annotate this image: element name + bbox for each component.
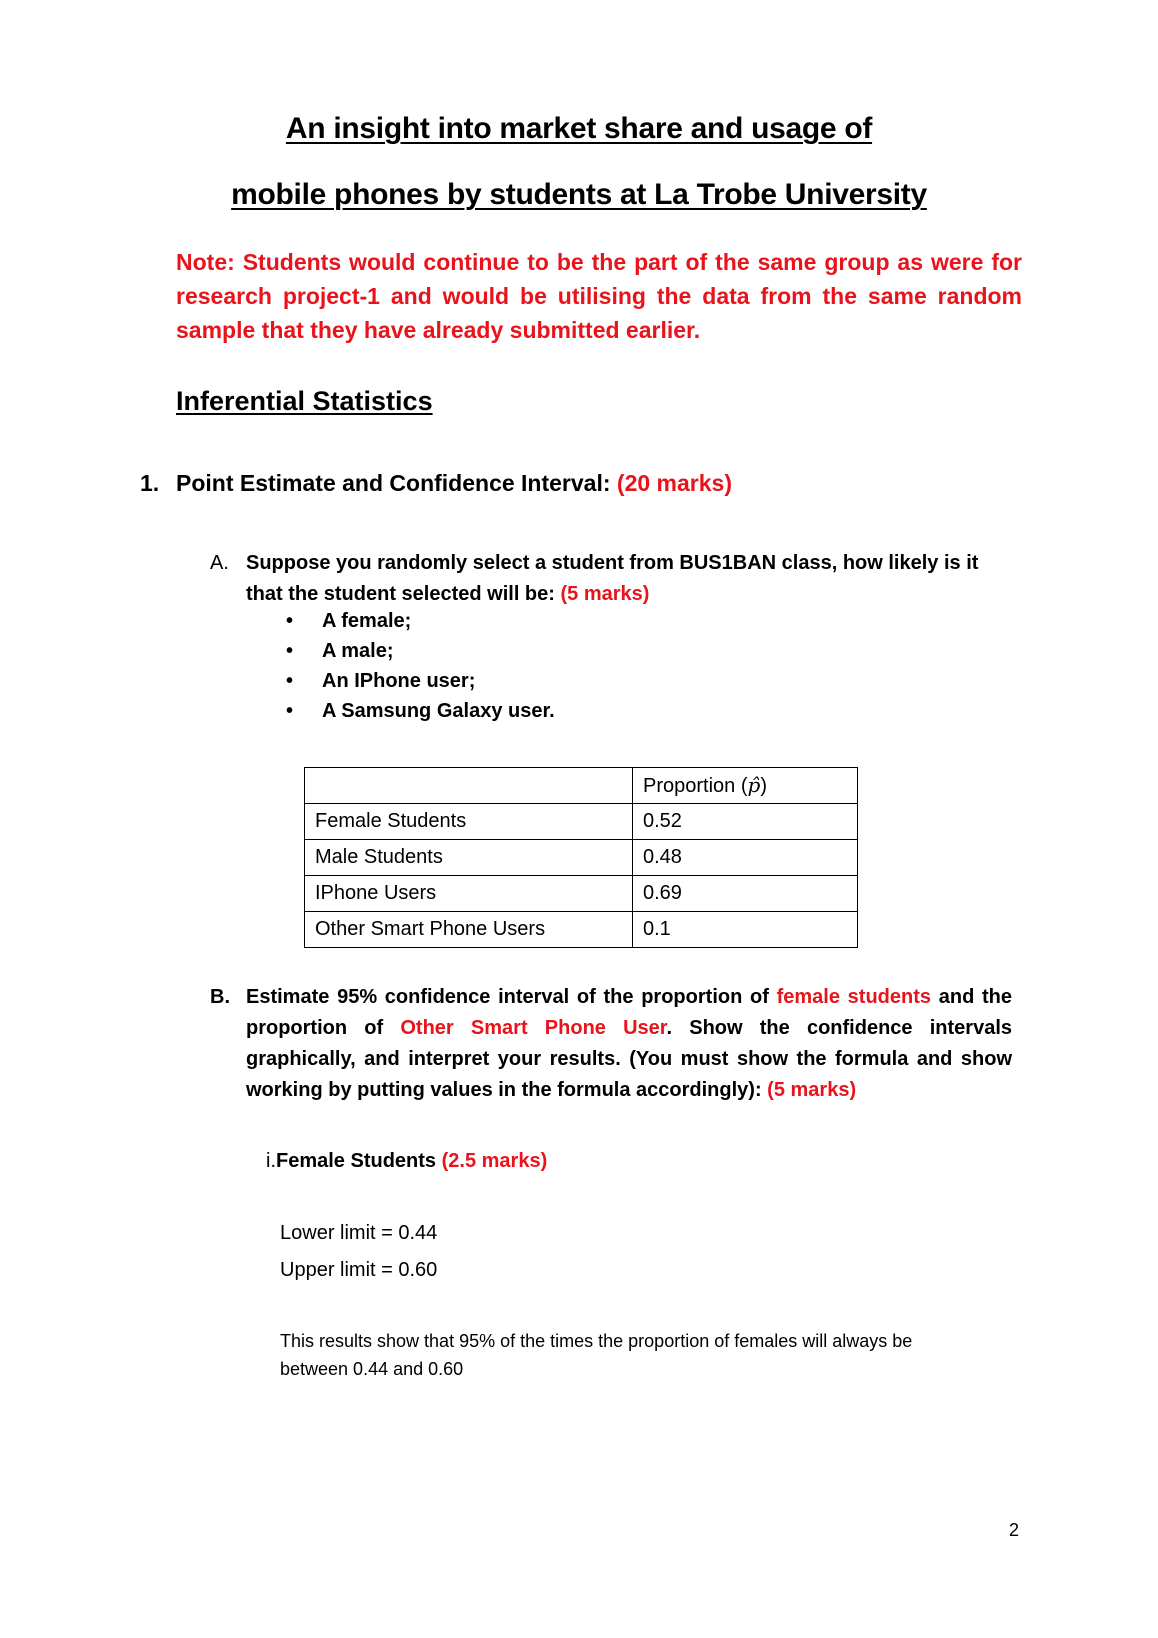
table-cell: Male Students — [305, 840, 633, 876]
table-row — [305, 876, 858, 912]
question-1-heading — [140, 470, 732, 497]
document-title-line-2: mobile phones by students at La Trobe University — [231, 178, 927, 211]
question-1-text: Point Estimate and Confidence Interval: — [176, 470, 611, 496]
bullet-icon: • — [286, 670, 294, 692]
lower-limit: Lower limit = 0.44 — [280, 1222, 438, 1244]
question-1-marks: (20 marks) — [616, 470, 732, 496]
table-header-cell — [305, 768, 633, 804]
table-row — [305, 840, 858, 876]
list-item: • A female; — [286, 606, 555, 636]
part-a-bullet-list — [286, 606, 555, 726]
table-cell: 0.48 — [633, 840, 858, 876]
bullet-icon: • — [286, 700, 294, 722]
part-a-marks: (5 marks) — [560, 583, 650, 605]
part-b-question: Estimate 95% confidence interval of the proportion of female students and the proportion of Other Smart Phone User. Show the confidence intervals graphically, and interpret your results. (You must show the formula and show working by putting values in the formula accordingly): (5 marks) — [246, 986, 1013, 1101]
part-a-question — [246, 548, 990, 610]
female-students-term: female students — [776, 986, 932, 1008]
note-paragraph: Note: Students would continue to be the part of the same group as were for research project-1 and would be utilising the data from the same random sample that they have already submitted earlier. — [176, 249, 1022, 343]
table-row — [305, 804, 858, 840]
table-header-row — [305, 768, 858, 804]
bullet-icon: • — [286, 610, 294, 632]
other-smart-phone-term: Other Smart Phone User — [400, 1017, 667, 1039]
upper-limit: Upper limit = 0.60 — [280, 1259, 438, 1281]
subsection-i-marks: (2.5 marks) — [441, 1150, 548, 1172]
part-a — [210, 548, 990, 610]
section-heading: Inferential Statistics — [176, 386, 433, 416]
table-cell: Other Smart Phone Users — [305, 912, 633, 948]
subsection-i-label: Female Students — [276, 1150, 437, 1172]
table-cell: Female Students — [305, 804, 633, 840]
interpretation-text: This results show that 95% of the times the proportion of females will always be between 0.44 and 0.60 — [280, 1331, 913, 1379]
subsection-i-heading — [266, 1150, 547, 1173]
part-a-marker: A. — [210, 552, 229, 574]
list-item: • A male; — [286, 636, 555, 666]
part-a-text: Suppose you randomly select a student from BUS1BAN class, how likely is it that the student selected will be: — [246, 552, 979, 605]
table-header-cell: Proportion (p̂) — [633, 768, 858, 804]
question-1-number: 1. — [140, 470, 160, 496]
table-cell: 0.69 — [633, 876, 858, 912]
part-b-marker: B. — [210, 986, 230, 1008]
table-cell: IPhone Users — [305, 876, 633, 912]
list-item: • An IPhone user; — [286, 666, 555, 696]
proportion-table — [304, 767, 858, 948]
table-cell: 0.1 — [633, 912, 858, 948]
part-b-marks: (5 marks) — [767, 1079, 857, 1101]
document-title-line-1: An insight into market share and usage of — [285, 112, 873, 145]
page-number: 2 — [1009, 1520, 1020, 1540]
table-cell: 0.52 — [633, 804, 858, 840]
part-b — [210, 982, 1012, 1106]
table-row — [305, 912, 858, 948]
list-item: • A Samsung Galaxy user. — [286, 696, 555, 726]
subsection-i-marker: i. — [266, 1150, 276, 1172]
bullet-icon: • — [286, 640, 294, 662]
p-hat-symbol: p̂ — [747, 773, 761, 797]
